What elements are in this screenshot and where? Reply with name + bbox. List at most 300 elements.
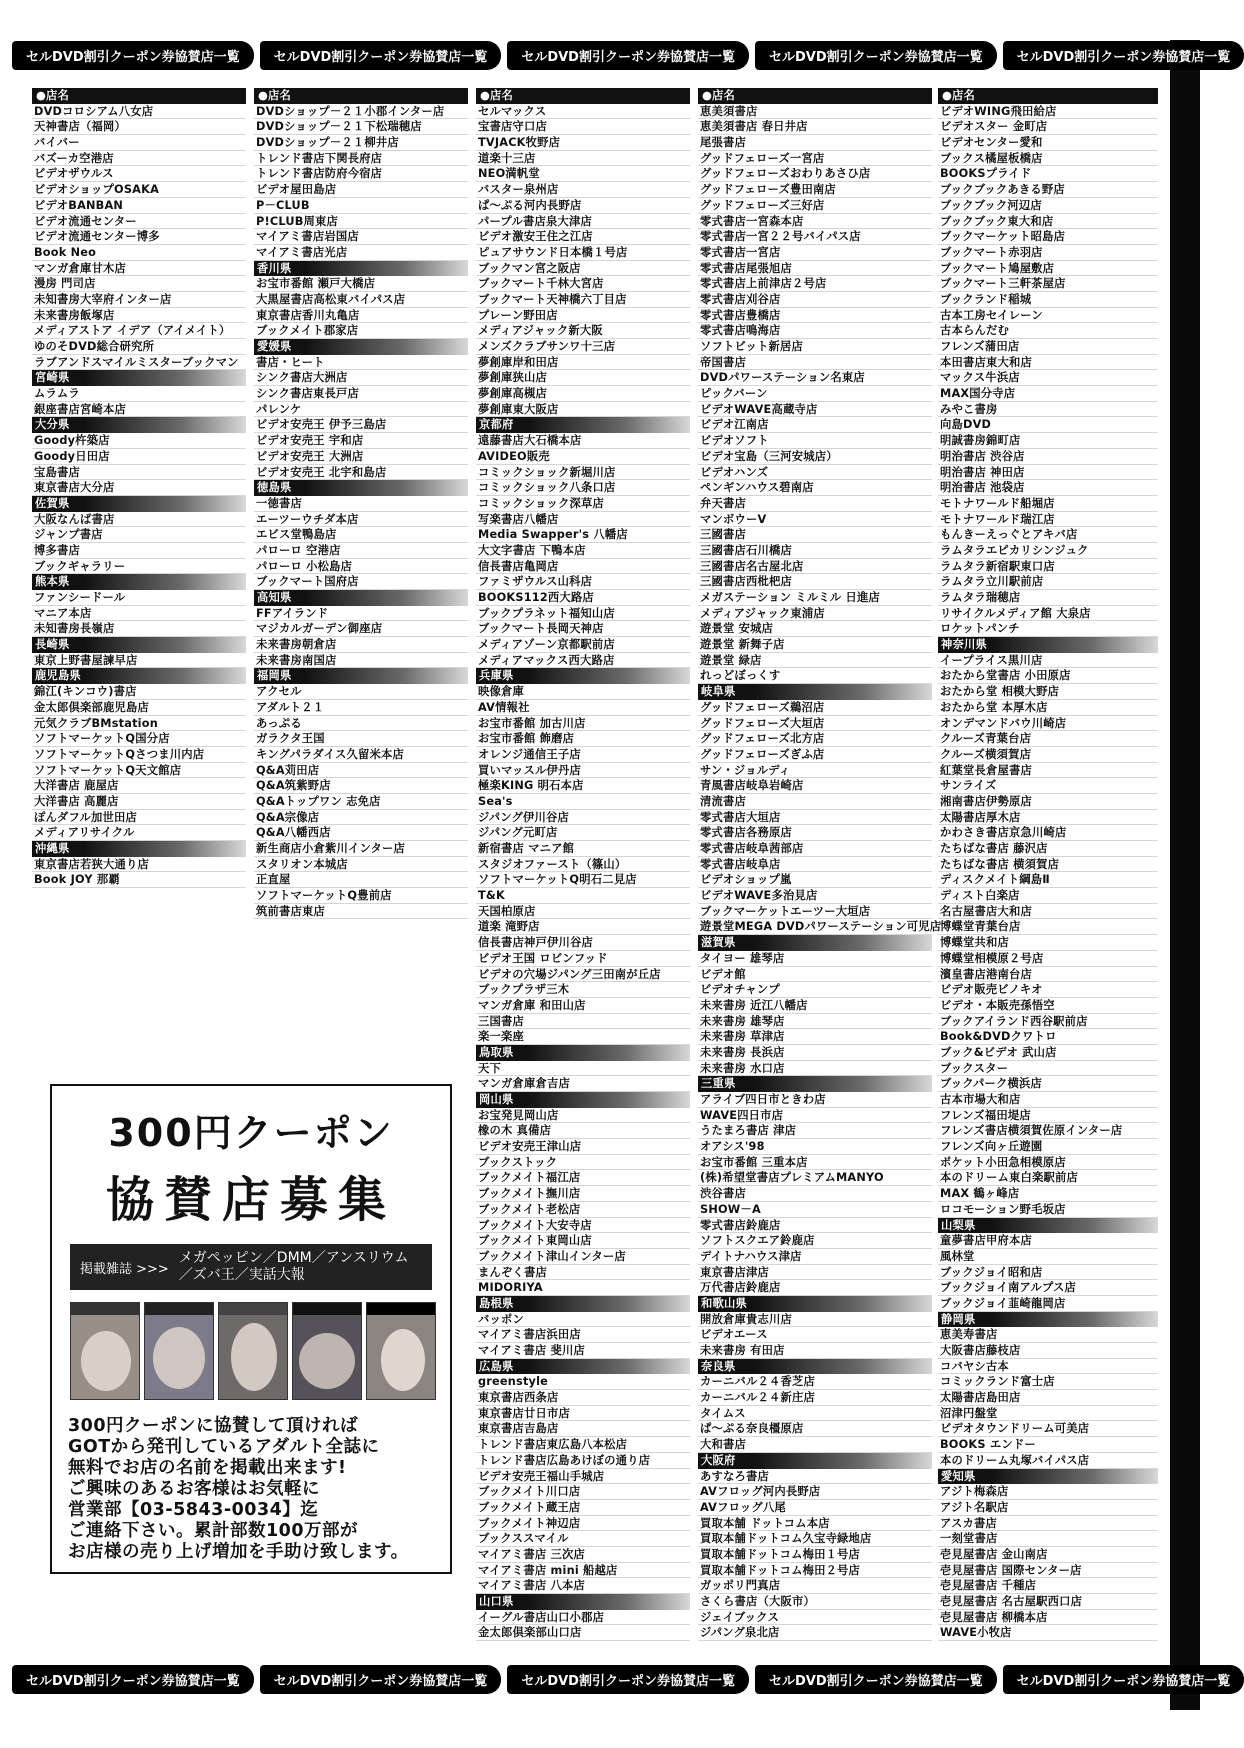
store-name: ブックマート長岡天神店 [476, 621, 690, 637]
store-name: マンガ倉庫甘木店 [32, 261, 246, 277]
store-name: サンライズ [938, 778, 1158, 794]
store-name: AVフロッグ八尾 [698, 1500, 932, 1516]
store-name: スタリオン本城店 [254, 857, 468, 873]
store-name: マイアミ書店 mini 船越店 [476, 1563, 690, 1579]
store-name: 一刻堂書店 [938, 1531, 1158, 1547]
store-name: ビデオショップOSAKA [32, 182, 246, 198]
store-name: ビデオの穴場ジパング三田南が丘店 [476, 967, 690, 983]
store-name: サン・ジョルディ [698, 763, 932, 779]
ad-body-line: ご連絡下さい。累計部数100万部が [68, 1521, 359, 1541]
column-header: ●店名 [32, 88, 246, 104]
store-column-5 [938, 88, 1158, 1656]
store-name: 三國書店西枇杷店 [698, 574, 932, 590]
store-name: グッドフェローズ大垣店 [698, 716, 932, 732]
store-name: ブックジョイ韮崎龍岡店 [938, 1296, 1158, 1312]
store-name: 元気クラブBMstation [32, 716, 246, 732]
store-name: 新宿書店 マニア館 [476, 841, 690, 857]
region-header: 山口県 [476, 1594, 690, 1610]
store-name: 大洋書店 高麗店 [32, 794, 246, 810]
magazine-cover-image [366, 1302, 436, 1400]
store-name: ブックギャラリー [32, 559, 246, 575]
store-name: 太陽書店島田店 [938, 1390, 1158, 1406]
store-name: アダルト２１ [254, 700, 468, 716]
banner-title: セルDVD割引クーポン券協賛店一覧 [12, 1665, 254, 1694]
store-name: 博多書店 [32, 543, 246, 559]
store-name: 未来書房 水口店 [698, 1061, 932, 1077]
store-name: ブックマン宮之阪店 [476, 261, 690, 277]
store-name: バッポン [476, 1312, 690, 1328]
store-name: ブック&ビデオ 武山店 [938, 1045, 1158, 1061]
store-name: 恵美須書店 春日井店 [698, 119, 932, 135]
store-name: Sea's [476, 794, 690, 810]
store-name: 沼津円盤堂 [938, 1406, 1158, 1422]
store-name: お宝市番館 三重本店 [698, 1155, 932, 1171]
store-name: 零式書店鳴海店 [698, 323, 932, 339]
store-name: 大阪書店藤枝店 [938, 1343, 1158, 1359]
store-name: ブックスター [938, 1061, 1158, 1077]
store-name: ビデオ宝島（三河安城店） [698, 449, 932, 465]
store-name: ビデオ・本販売孫悟空 [938, 998, 1158, 1014]
store-name: MAX国分寺店 [938, 386, 1158, 402]
store-name: 大和書店 [698, 1437, 932, 1453]
store-name: クルーズ青葉台店 [938, 731, 1158, 747]
store-name: かわさき書店京急川崎店 [938, 825, 1158, 841]
store-name: 東京書店西条店 [476, 1390, 690, 1406]
store-name: Book&DVDクワトロ [938, 1029, 1158, 1045]
store-name: ビデオ江南店 [698, 417, 932, 433]
region-header: 兵庫県 [476, 668, 690, 684]
store-name: ブックメイト川口店 [476, 1484, 690, 1500]
store-name: ブックマート鳩屋敷店 [938, 261, 1158, 277]
store-name: セルマックス [476, 104, 690, 120]
store-name: 博蝶堂相模原２号店 [938, 951, 1158, 967]
column-header: ●店名 [476, 88, 690, 104]
store-name: 壱見屋書店 国際センター店 [938, 1563, 1158, 1579]
store-name: 風林堂 [938, 1249, 1158, 1265]
store-name: お宝市番館 加古川店 [476, 716, 690, 732]
store-name: マイアミ書店岩国店 [254, 229, 468, 245]
store-name: 夢創庫狭山店 [476, 370, 690, 386]
store-name: 明治書店 池袋店 [938, 480, 1158, 496]
store-name: 未来書房 雄琴店 [698, 1014, 932, 1030]
store-name: 零式書店鈴鹿店 [698, 1218, 932, 1234]
banner-title: セルDVD割引クーポン券協賛店一覧 [1003, 1665, 1244, 1694]
store-name: コミックショック新堀川店 [476, 465, 690, 481]
store-name: アスカ書店 [938, 1516, 1158, 1532]
ad-body-line: お店様の売り上げ増加を手助け致します。 [68, 1542, 409, 1562]
store-name: 遊景堂 安城店 [698, 621, 932, 637]
region-header: 大分県 [32, 417, 246, 433]
store-name: メンズクラブサンワ十三店 [476, 339, 690, 355]
store-name: 弁天書店 [698, 496, 932, 512]
store-name: バイバー [32, 135, 246, 151]
store-name: Book Neo [32, 245, 246, 261]
store-name: ビデオ安売王 宇和店 [254, 433, 468, 449]
region-header: 岐阜県 [698, 684, 932, 700]
store-name: 尾張書店 [698, 135, 932, 151]
store-name: ビデオハンズ [698, 465, 932, 481]
region-header: 福岡県 [254, 668, 468, 684]
store-name: ブックメイト東岡山店 [476, 1233, 690, 1249]
store-name: さくら書店（大阪市） [698, 1594, 932, 1610]
store-name: 未来書房 草津店 [698, 1029, 932, 1045]
store-name: マイアミ書店浜田店 [476, 1327, 690, 1343]
store-name: ブックメイト撫川店 [476, 1186, 690, 1202]
store-name: 夢創庫高槻店 [476, 386, 690, 402]
store-name: エビス堂鴨島店 [254, 527, 468, 543]
store-name: DVDショップ－２１小郡インター店 [254, 104, 468, 120]
store-name: ビデオエース [698, 1327, 932, 1343]
store-name: ソフトマーケットQさつま川内店 [32, 747, 246, 763]
store-name: 博蝶堂共和店 [938, 935, 1158, 951]
store-name: ポケット小田急相模原店 [938, 1155, 1158, 1171]
store-name: ソフトマーケットQ国分店 [32, 731, 246, 747]
store-name: 遊景堂MEGA DVDパワーステーション可児店 [700, 920, 942, 934]
store-name: メディアジャック新大阪 [476, 323, 690, 339]
store-name: 未来書房 近江八幡店 [698, 998, 932, 1014]
store-name: 零式書店各務原店 [698, 825, 932, 841]
store-name: スタジオファースト（篠山） [476, 857, 690, 873]
store-name: 一徳書店 [254, 496, 468, 512]
store-name: 未来書房朝倉店 [254, 637, 468, 653]
magazine-cover-image [144, 1302, 214, 1400]
store-name: ビデオショップ嵐 [698, 872, 932, 888]
store-name: 向島DVD [938, 417, 1158, 433]
store-name: ブックメイト大安寺店 [476, 1218, 690, 1234]
store-name: 遠藤書店大石橋本店 [476, 433, 690, 449]
store-name: P!CLUB周東店 [254, 214, 468, 230]
store-name: ビデオソフト [698, 433, 932, 449]
region-header: 滋賀県 [698, 935, 932, 951]
region-header: 沖縄県 [32, 841, 246, 857]
store-name: 極楽KING 明石本店 [476, 778, 690, 794]
store-name: キングパラダイス久留米本店 [254, 747, 468, 763]
store-name: ピックバーン [698, 386, 932, 402]
store-name: 新生商店小倉紫川インター店 [254, 841, 468, 857]
store-name: Media Swapper's 八幡店 [476, 527, 690, 543]
store-name: マイアミ書店 八本店 [476, 1578, 690, 1594]
magazine-cover-image [218, 1302, 288, 1400]
store-name: 金太郎倶楽部鹿児島店 [32, 700, 246, 716]
region-header: 島根県 [476, 1296, 690, 1312]
store-name: タイヨー 雄琴店 [698, 951, 932, 967]
store-name: ブックマート千林大宮店 [476, 276, 690, 292]
store-name: DVDショップ－２１下松瑞穂店 [254, 119, 468, 135]
store-name: ブックプラザ三木 [476, 982, 690, 998]
store-name: ラムタラ立川駅前店 [938, 574, 1158, 590]
store-name: ブックメイト老松店 [476, 1202, 690, 1218]
store-name: ガラクタ王国 [254, 731, 468, 747]
store-name: 東京書店廿日市店 [476, 1406, 690, 1422]
store-name: パレンケ [254, 402, 468, 418]
store-column-4 [698, 88, 942, 1656]
ad-body-text [68, 1416, 434, 1563]
store-name: 東京書店吉島店 [476, 1421, 690, 1437]
store-name: ソフトマーケットQ明石二見店 [476, 872, 690, 888]
store-name: 買取本舗ドットコム久宝寺緑地店 [698, 1531, 932, 1547]
store-name: 遊景堂 緑店 [698, 653, 932, 669]
store-name: メディアストア イデア（アイメイト） [32, 323, 246, 339]
store-name: Q&A筑紫野店 [254, 778, 468, 794]
store-name: 正直屋 [254, 872, 468, 888]
ad-body-line: 300円クーポンに協賛して頂ければ [68, 1416, 359, 1436]
store-name: マイアミ書店光店 [254, 245, 468, 261]
store-name: コバヤシ古本 [938, 1359, 1158, 1375]
store-name: ラムタラ新宿駅東口店 [938, 559, 1158, 575]
store-name: 三國書店名古屋北店 [698, 559, 932, 575]
store-name: 恵美須書店 [698, 104, 932, 120]
store-name: トレンド書店広島あけぼの通り店 [476, 1453, 690, 1469]
column-header: ●店名 [254, 88, 468, 104]
store-name: 零式書店大垣店 [698, 810, 932, 826]
store-name: Q&A苅田店 [254, 763, 468, 779]
store-name: 三國書店 [698, 527, 932, 543]
banner-title: セルDVD割引クーポン券協賛店一覧 [260, 41, 502, 70]
store-name: ブックメイト郡家店 [254, 323, 468, 339]
store-name: ブックブック東大和店 [938, 214, 1158, 230]
banner-title: セルDVD割引クーポン券協賛店一覧 [507, 41, 749, 70]
ad-body-line: ご興味のあるお客様はお気軽に [68, 1479, 320, 1499]
store-name: カーニバル２４香芝店 [698, 1374, 932, 1390]
banner-title: セルDVD割引クーポン券協賛店一覧 [260, 1665, 502, 1694]
store-name: コミックショック八条口店 [476, 480, 690, 496]
store-name: DVDコロシアム八女店 [32, 104, 246, 120]
magazine-cover-image [292, 1302, 362, 1400]
region-header: 鹿児島県 [32, 668, 246, 684]
store-name: ビデオセンター愛和 [938, 135, 1158, 151]
store-name: ぱ～ぷる河内長野店 [476, 198, 690, 214]
store-name: マックス牛浜店 [938, 370, 1158, 386]
store-name: 太陽書店厚木店 [938, 810, 1158, 826]
column-header: ●店名 [698, 88, 932, 104]
store-name: アジト名駅店 [938, 1500, 1158, 1516]
store-name: モトナワールド瑞江店 [938, 512, 1158, 528]
store-name: メディアゾーン京都駅前店 [476, 637, 690, 653]
ad-title-line2: 協賛店募集 [105, 1172, 396, 1228]
store-name: 夢創庫岸和田店 [476, 355, 690, 371]
store-name: 青風書店岐阜岩崎店 [698, 778, 932, 794]
store-name: ジェイブックス [698, 1610, 932, 1626]
store-column-3 [476, 88, 690, 1656]
store-name: コミックランド富士店 [938, 1374, 1158, 1390]
store-name: 壱見屋書店 柳橋本店 [938, 1610, 1158, 1626]
bottom-banner [0, 1664, 1231, 1694]
store-name: 天神書店（福岡） [32, 119, 246, 135]
banner-title: セルDVD割引クーポン券協賛店一覧 [1003, 41, 1244, 70]
store-name: たちばな書店 藤沢店 [938, 841, 1158, 857]
store-name: フレンズ向ヶ丘遊園 [938, 1139, 1158, 1155]
store-name: 東京上野書屋諫早店 [32, 653, 246, 669]
top-banner [0, 40, 1231, 70]
store-name: P－CLUB [254, 198, 468, 214]
store-name: 三国書店 [476, 1014, 690, 1030]
magazine-list-line: ／ズバ王／実話大報 [178, 1267, 305, 1283]
store-name: 天下 [476, 1061, 690, 1077]
store-name: 三國書店石川橋店 [698, 543, 932, 559]
region-header: 鳥取県 [476, 1045, 690, 1061]
store-name: ビデオ安売王 大洲店 [254, 449, 468, 465]
column-header: ●店名 [938, 88, 1158, 104]
store-name: ブックアイランド西谷駅前店 [938, 1014, 1158, 1030]
store-name: ソフトビット新居店 [698, 339, 932, 355]
store-name: グッドフェローズおわりあさひ店 [698, 166, 932, 182]
store-name: Q&Aトップワン 志免店 [254, 794, 468, 810]
magazine-list [179, 1250, 409, 1284]
store-name: 古本市場大和店 [938, 1092, 1158, 1108]
magazine-list-bar [70, 1244, 432, 1290]
store-name: クルーズ横須賀店 [938, 747, 1158, 763]
store-name: 天国柏原店 [476, 904, 690, 920]
store-name: ブックマート国府店 [254, 574, 468, 590]
region-header: 香川県 [254, 261, 468, 277]
store-name: 筑前書店東店 [254, 904, 468, 920]
store-name: SHOW－A [698, 1202, 932, 1218]
store-name: ソフトマーケットQ豊前店 [254, 888, 468, 904]
store-name: パープル書店泉大津店 [476, 214, 690, 230]
store-name: おたから堂 本厚木店 [938, 700, 1158, 716]
store-name: カーニバル２４新庄店 [698, 1390, 932, 1406]
store-name: 未知書房大宰府インター店 [32, 292, 246, 308]
region-header: 和歌山県 [698, 1296, 932, 1312]
store-name: 金太郎倶楽部山口店 [476, 1625, 690, 1641]
store-name: ブックマート天神橋六丁目店 [476, 292, 690, 308]
store-name: BOOKSプライド [938, 166, 1158, 182]
store-name: マンガ倉庫倉吉店 [476, 1076, 690, 1092]
store-name: マジカルガーデン御座店 [254, 621, 468, 637]
store-name: ブックマート三軒茶屋店 [938, 276, 1158, 292]
store-name: AV情報社 [476, 700, 690, 716]
store-name: DVDパワーステーション名東店 [698, 370, 932, 386]
store-name: 渋谷書店 [698, 1186, 932, 1202]
store-name: 大洋書店 鹿屋店 [32, 778, 246, 794]
store-name: ブックメイト神辺店 [476, 1516, 690, 1532]
store-name: ブックブックあきる野店 [938, 182, 1158, 198]
ad-title-line1: 300円クーポン [108, 1111, 394, 1155]
store-name: ムラムラ [32, 386, 246, 402]
store-name: ブックメイト津山インター店 [476, 1249, 690, 1265]
region-header: 静岡県 [938, 1312, 1158, 1328]
store-name: フレンズ福田堤店 [938, 1108, 1158, 1124]
store-name: 博蝶堂青葉台店 [938, 919, 1158, 935]
banner-title: セルDVD割引クーポン券協賛店一覧 [12, 41, 254, 70]
store-name: ブックランド稲城 [938, 292, 1158, 308]
store-name: ビデオ流通センター博多 [32, 229, 246, 245]
store-name: アジト梅森店 [938, 1484, 1158, 1500]
store-name: おたから堂書店 小田原店 [938, 668, 1158, 684]
store-name: T&K [476, 888, 690, 904]
region-header: 神奈川県 [938, 637, 1158, 653]
region-header: 京都府 [476, 417, 690, 433]
store-name: Book JOY 那覇 [32, 872, 246, 888]
store-name: トレンド書店下関長府店 [254, 151, 468, 167]
store-name: (株)希望堂書店プレミアムMANYO [698, 1170, 932, 1186]
store-name: グッドフェローズ北方店 [698, 731, 932, 747]
store-name: MIDORIYA [476, 1280, 690, 1296]
store-name: パローロ 小松島店 [254, 559, 468, 575]
store-name: 道楽 滝野店 [476, 919, 690, 935]
region-header: 長崎県 [32, 637, 246, 653]
store-name: 壱見屋書店 金山南店 [938, 1547, 1158, 1563]
store-name: 万代書店鈴鹿店 [698, 1280, 932, 1296]
store-name: 零式書店刈谷店 [698, 292, 932, 308]
store-name: ビデオWAVE高蔵寺店 [698, 402, 932, 418]
store-name: れっどぼっくす [698, 668, 932, 684]
magazine-covers [70, 1302, 450, 1400]
store-name: ラブアンドスマイルミスターブックマン [32, 355, 246, 371]
store-name: フレンズ蒲田店 [938, 339, 1158, 355]
store-name: マニア本店 [32, 606, 246, 622]
right-edge-bar [1170, 40, 1200, 1710]
store-name: おたから堂 相模大野店 [938, 684, 1158, 700]
store-name: ビデオBANBAN [32, 198, 246, 214]
store-name: Goody日田店 [32, 449, 246, 465]
store-name: ジパング泉北店 [698, 1625, 932, 1641]
store-name: 明誠書房錦町店 [938, 433, 1158, 449]
store-name: お宝市番館 瀬戸大橋店 [254, 276, 468, 292]
store-name: あすなろ書店 [698, 1469, 932, 1485]
store-name: 壱見屋書店 千種店 [938, 1578, 1158, 1594]
store-name: マイアミ書店 三次店 [476, 1547, 690, 1563]
store-name: 写楽書店八幡店 [476, 512, 690, 528]
store-name: まんぞく書店 [476, 1265, 690, 1281]
store-name: 零式書店一宮森本店 [698, 214, 932, 230]
store-name: 未来書房 長浜店 [698, 1045, 932, 1061]
store-name: トレンド書店防府今宿店 [254, 166, 468, 182]
store-name: 東京書店津店 [698, 1265, 932, 1281]
store-name: ビデオ激安王住之江店 [476, 229, 690, 245]
store-name: 書店・ヒート [254, 355, 468, 371]
store-name: 恵美寿書店 [938, 1327, 1158, 1343]
store-name: 楽一楽座 [476, 1029, 690, 1045]
store-name: ファミザウルス山科店 [476, 574, 690, 590]
coupon-recruit-ad [50, 1084, 452, 1574]
store-name: ペンギンハウス碧南店 [698, 480, 932, 496]
store-name: プレーン野田店 [476, 308, 690, 324]
region-header: 山梨県 [938, 1218, 1158, 1234]
store-name: NEO満帆堂 [476, 166, 690, 182]
store-name: ゆのそDVD総合研究所 [32, 339, 246, 355]
store-name: 宝書店守口店 [476, 119, 690, 135]
store-name: メガステーション ミルミル 日進店 [698, 590, 932, 606]
store-name: BOOKS エンドー [938, 1437, 1158, 1453]
store-name: BOOKS112西大路店 [476, 590, 690, 606]
store-name: 夢創庫東大阪店 [476, 402, 690, 418]
store-name: 湘南書店伊勢原店 [938, 794, 1158, 810]
store-name: お宝発見岡山店 [476, 1108, 690, 1124]
region-header: 宮崎県 [32, 370, 246, 386]
store-name: うたまろ書店 津店 [698, 1123, 932, 1139]
store-name: イーグル書店山口小郡店 [476, 1610, 690, 1626]
store-name: ブックブック河辺店 [938, 198, 1158, 214]
store-name: AVIDEO販売 [476, 449, 690, 465]
store-name: ジャンプ書店 [32, 527, 246, 543]
store-name: 道楽十三店 [476, 151, 690, 167]
store-name: 古本工房セイレーン [938, 308, 1158, 324]
store-name: ぱ～ぷる奈良橿原店 [698, 1421, 932, 1437]
store-name: パローロ 空港店 [254, 543, 468, 559]
store-name: バスター泉州店 [476, 182, 690, 198]
store-name: ディスト白楽店 [938, 888, 1158, 904]
store-name: 東京書店大分店 [32, 480, 246, 496]
store-name: ジパング元町店 [476, 825, 690, 841]
store-name: ビデオタウンドリーム可美店 [938, 1421, 1158, 1437]
store-name: ビデオ館 [698, 967, 932, 983]
store-name: Q&A八幡西店 [254, 825, 468, 841]
store-name: 零式書店上前津店２号店 [698, 276, 932, 292]
store-name: 零式書店岐阜店 [698, 857, 932, 873]
store-name: メディアジャック東浦店 [698, 606, 932, 622]
store-name: あっぷる [254, 716, 468, 732]
